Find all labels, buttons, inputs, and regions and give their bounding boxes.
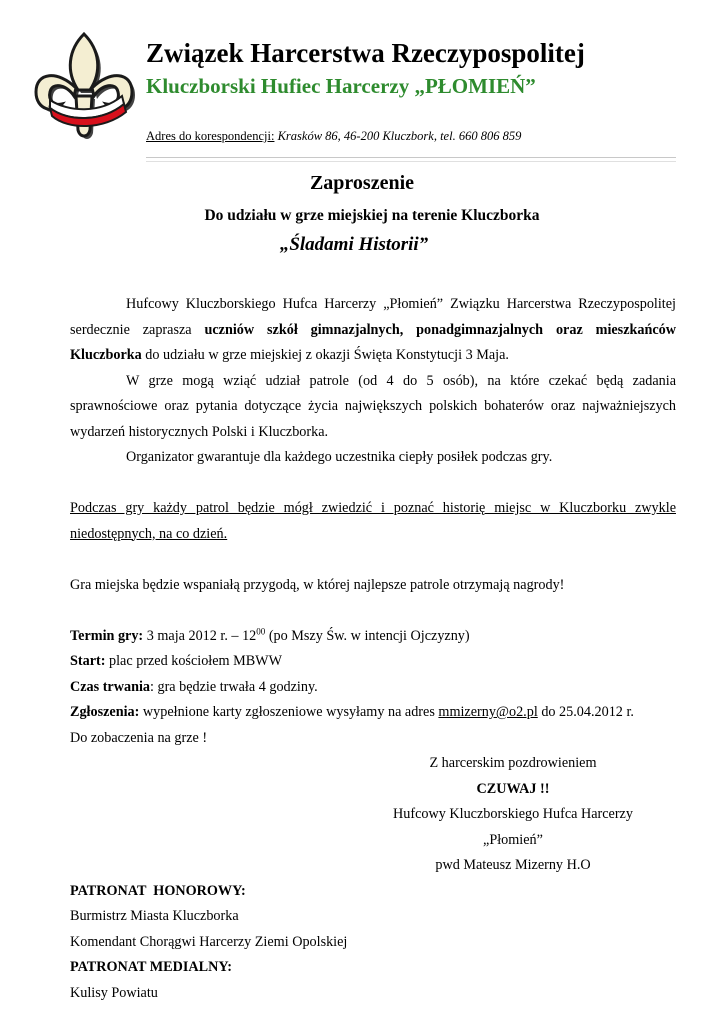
invitation-audience: uczniów szkół gimnazjalnych, ponadgimnazjalnych oraz mieszkańców Kluczborka: [70, 321, 677, 363]
game-name: „Śladami Historii”: [279, 234, 429, 255]
hufiec-name: Kluczborski Hufiec Harcerzy „PŁOMIEŃ”: [146, 74, 536, 98]
signature-motto: CZUWAJ !!: [476, 780, 550, 797]
detail-start: [70, 649, 676, 675]
date-label: Termin gry:: [70, 627, 144, 644]
paragraph-sightseeing: Podczas gry każdy patrol będzie mógł zwiedzić i poznać historię miejsc w Kluczborku zwykle niedostępnych, na co dzień.: [70, 500, 676, 542]
signature-greeting: Z harcerskim pozdrowieniem: [429, 755, 597, 771]
duration-value: : gra będzie trwała 4 godziny.: [150, 678, 318, 695]
paragraph-patrols: W grze mogą wziąć udział patrole (od 4 do 5 osób), na które czekać będą zadania sprawnościowe oraz pytania dotyczące życia największych polskich bohaterów oraz najważniejszych wydarzeń historycznych Polski i Kluczborka.: [70, 372, 676, 440]
header-divider: [146, 157, 676, 158]
signature-block: [70, 751, 676, 879]
invitation-text-end: do udziału w grze miejskiej z okazji Święta Konstytucji 3 Maja.: [141, 347, 509, 363]
address-value: Krasków 86, 46-200 Kluczbork, tel. 660 806 859: [277, 129, 522, 143]
document-subtitle: Do udziału w grze miejskiej na terenie Kluczborka: [204, 207, 540, 224]
honorary-patronage-label: PATRONAT HONOROWY:: [70, 882, 246, 899]
paragraph-invitation: [70, 292, 676, 369]
correspondence-address: [146, 129, 521, 144]
media-patronage-label: PATRONAT MEDIALNY:: [70, 959, 232, 975]
registration-value: wypełnione karty zgłoszeniowe wysyłamy na adres: [139, 704, 439, 720]
start-label: Start:: [70, 653, 106, 669]
document-body: [70, 292, 676, 1006]
registration-label: Zgłoszenia:: [70, 704, 140, 720]
organization-name: Związek Harcerstwa Rzeczypospolitej: [146, 38, 585, 68]
start-value: plac przed kościołem MBWW: [105, 653, 282, 669]
date-note: (po Mszy Św. w intencji Ojczyzny): [265, 627, 470, 644]
honorary-patron: Burmistrz Miasta Kluczborka: [70, 908, 239, 924]
time-superscript: 00: [256, 625, 266, 636]
media-patron: Kulisy Powiatu: [70, 984, 158, 1001]
date-value: 3 maja 2012 r. – 12: [143, 627, 257, 644]
address-label: Adres do korespondencji:: [146, 129, 275, 143]
honorary-patron: Komendant Chorągwi Harcerzy Ziemi Opolskiej: [70, 933, 348, 950]
email-link[interactable]: mmizerny@o2.pl: [438, 704, 538, 720]
detail-date: [70, 624, 676, 650]
signature-role: Hufcowy Kluczborskiego Hufca Harcerzy: [393, 806, 633, 822]
duration-label: Czas trwania: [70, 678, 150, 695]
closing-line: Do zobaczenia na grze !: [70, 729, 208, 746]
fleur-de-lis-icon: [28, 30, 140, 150]
header-divider-secondary: [146, 161, 676, 162]
paragraph-prizes: Gra miejska będzie wspaniałą przygodą, w której najlepsze patrole otrzymają nagrody!: [70, 576, 565, 593]
document-title: Zaproszenie: [309, 172, 415, 194]
paragraph-meal: Organizator gwarantuje dla każdego uczestnika ciepły posiłek podczas gry.: [126, 449, 553, 465]
registration-deadline: do 25.04.2012 r.: [537, 704, 634, 720]
invitation-text: Hufcowy Kluczborskiego Hufca Harcerzy „Płomień” Związku Harcerstwa Rzeczypospolitej serdecznie zaprasza: [70, 296, 676, 338]
signature-hufiec: „Płomień”: [483, 831, 543, 848]
detail-duration: [70, 675, 676, 701]
signature-name: pwd Mateusz Mizerny H.O: [435, 857, 591, 873]
detail-registration: [70, 700, 676, 726]
